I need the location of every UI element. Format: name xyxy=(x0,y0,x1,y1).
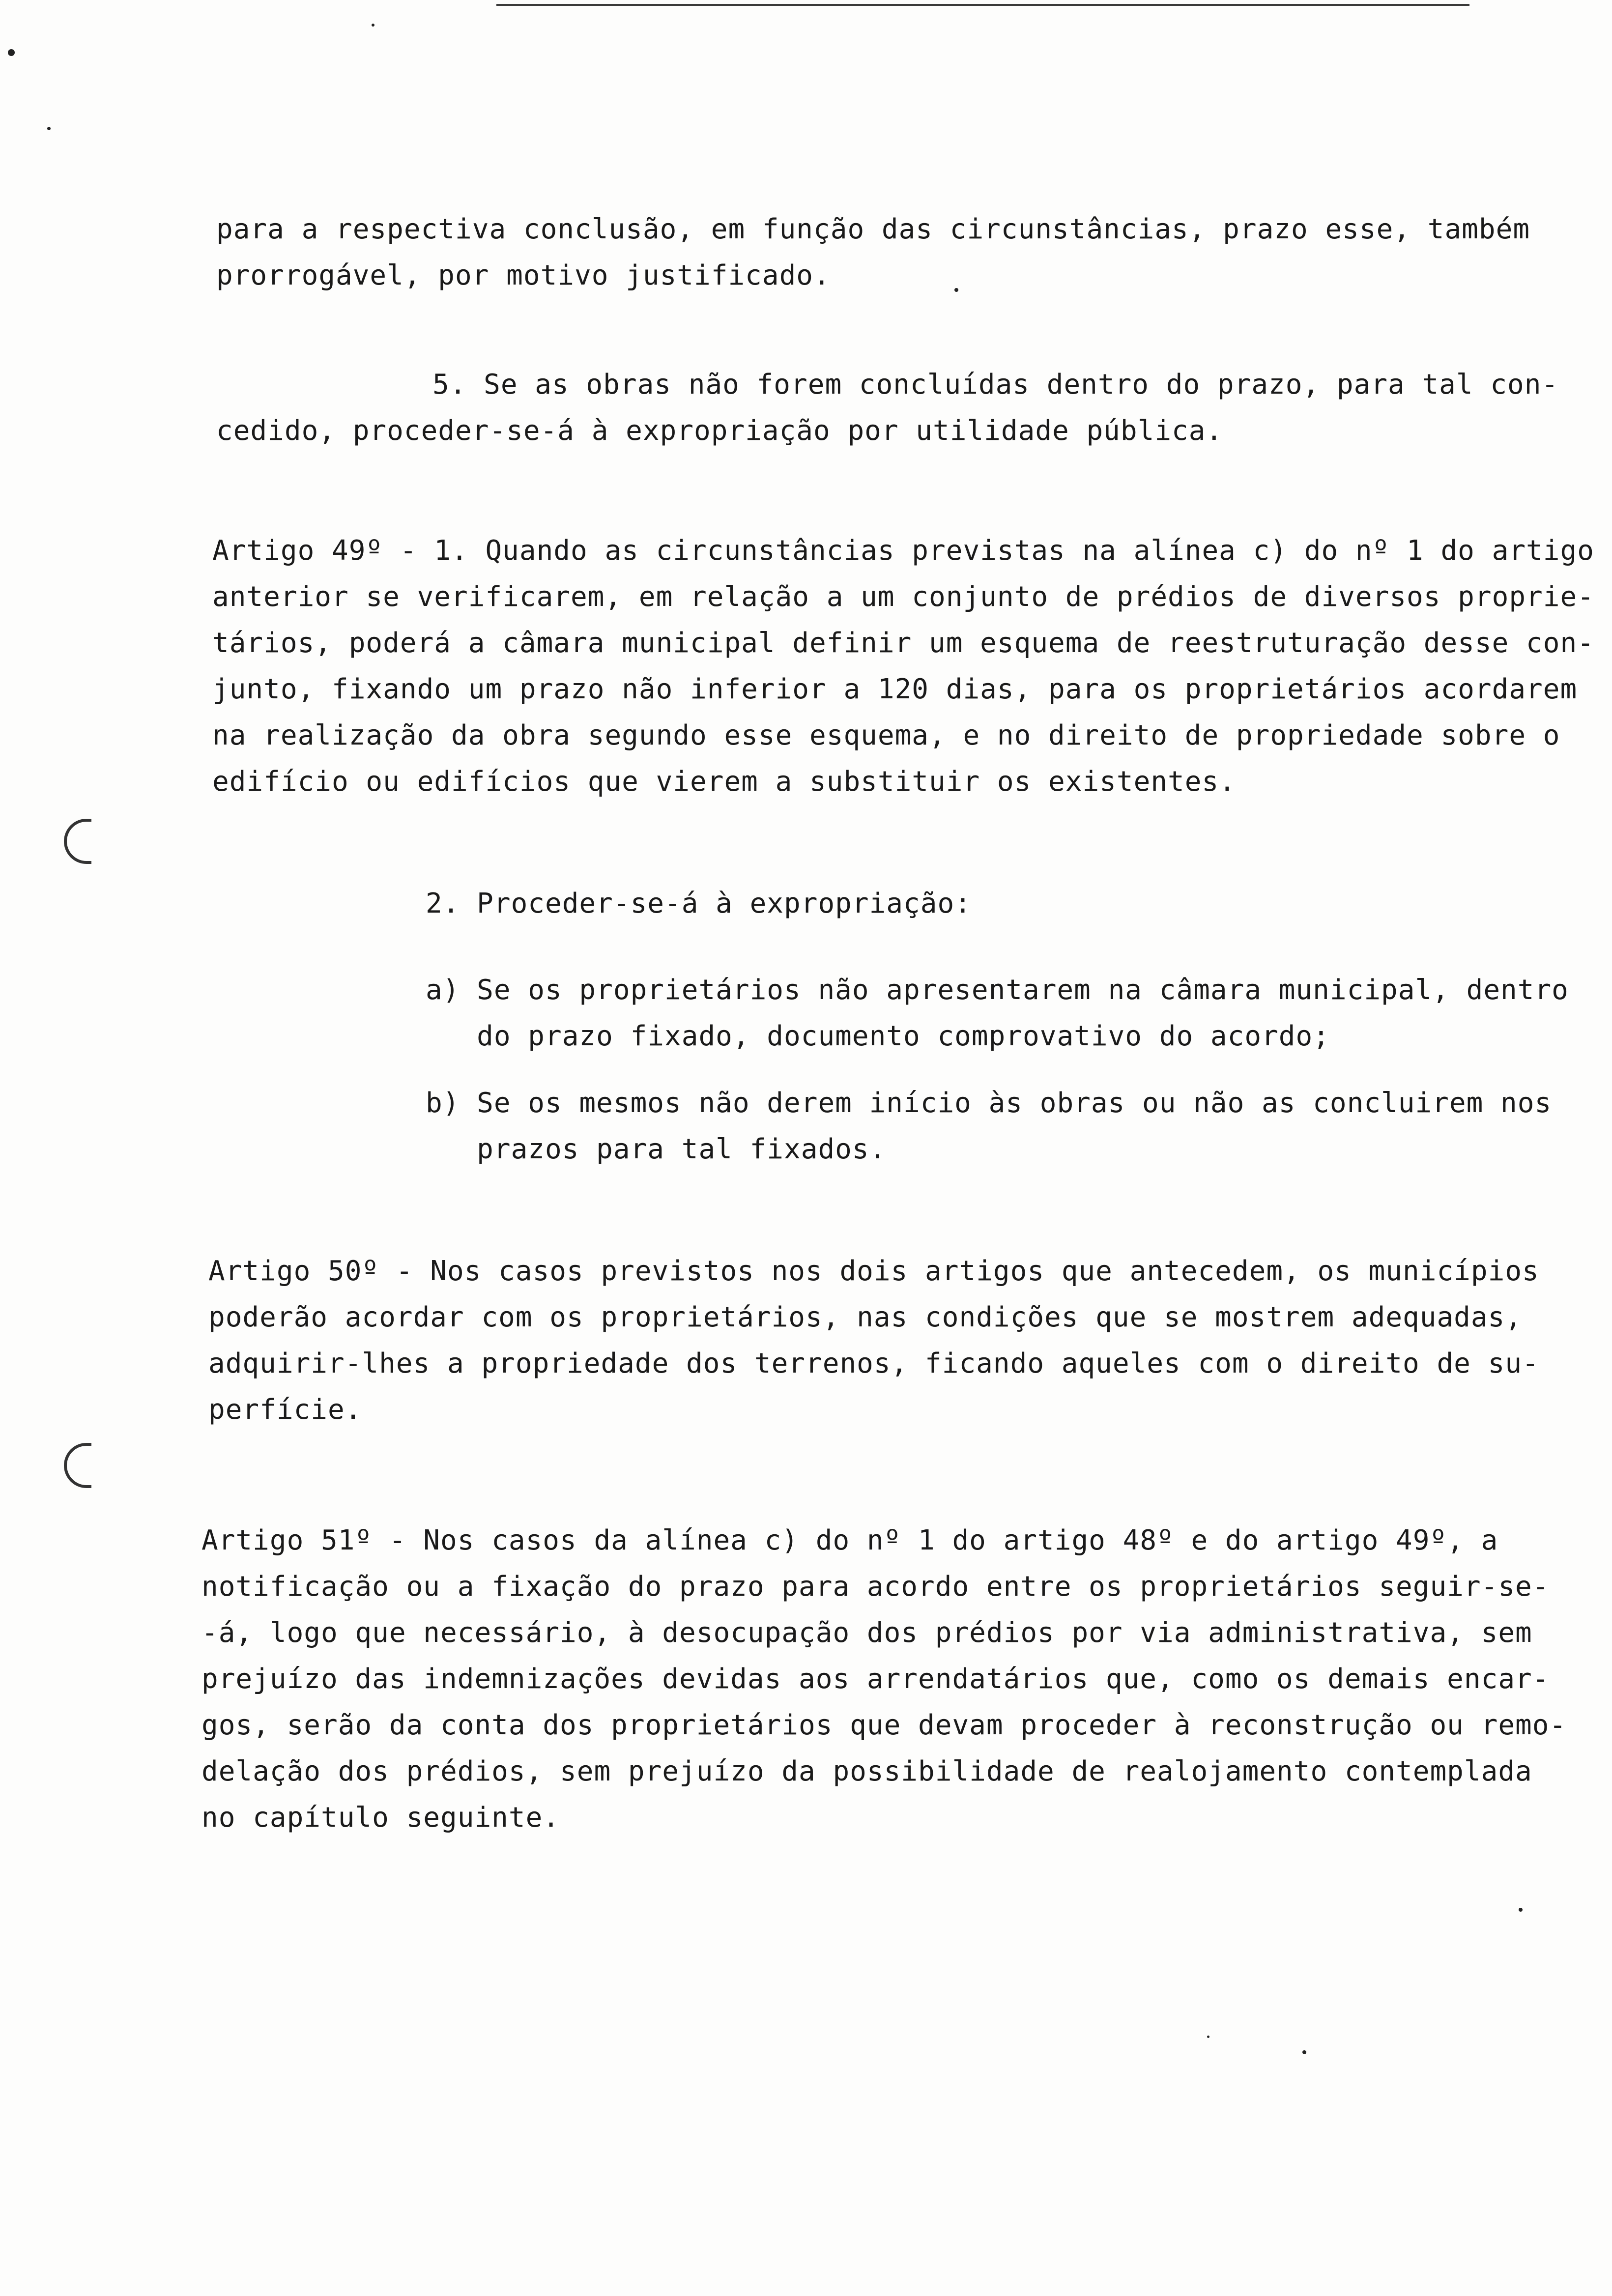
text-line: prazos para tal fixados. xyxy=(426,1133,887,1165)
scan-speck xyxy=(8,49,15,56)
text-line: do prazo fixado, documento comprovativo do acordo; xyxy=(426,1020,1330,1052)
paragraph-item-5 xyxy=(216,362,1558,454)
paragraph-artigo-50 xyxy=(208,1248,1539,1433)
paragraph-item-a xyxy=(426,967,1569,1060)
text-line: prorrogável, por motivo justificado. xyxy=(216,259,831,291)
top-rule xyxy=(496,4,1469,6)
text-line: na realização da obra segundo esse esquema, e no direito de propriedade sobre o xyxy=(212,719,1560,751)
text-line: perfície. xyxy=(208,1394,362,1426)
text-line: 5. Se as obras não forem concluídas dentro do prazo, para tal con- xyxy=(432,369,1559,401)
scan-speck xyxy=(372,24,374,27)
paragraph-item-2 xyxy=(426,881,972,927)
text-line: Artigo 50º - Nos casos previstos nos dois artigos que antecedem, os municípios xyxy=(208,1255,1539,1287)
text-line: gos, serão da conta dos proprietários que devam proceder à reconstrução ou remo- xyxy=(202,1709,1567,1741)
text-line: a) Se os proprietários não apresentarem na câmara municipal, dentro xyxy=(426,974,1569,1006)
text-line: Artigo 51º - Nos casos da alínea c) do nº 1 do artigo 48º e do artigo 49º, a xyxy=(202,1524,1498,1556)
text-line: delação dos prédios, sem prejuízo da possibilidade de realojamento contemplada xyxy=(202,1755,1532,1787)
text-line: poderão acordar com os proprietários, nas condições que se mostrem adequadas, xyxy=(208,1301,1523,1333)
paragraph-artigo-49 xyxy=(212,528,1594,805)
text-line: anterior se verificarem, em relação a um conjunto de prédios de diversos proprie- xyxy=(212,581,1594,613)
text-line: tários, poderá a câmara municipal definir um esquema de reestruturação desse con- xyxy=(212,627,1594,659)
scan-speck xyxy=(47,127,51,130)
text-line: Artigo 49º - 1. Quando as circunstâncias previstas na alínea c) do nº 1 do artigo xyxy=(212,535,1594,567)
text-line: edifício ou edifícios que vierem a substituir os existentes. xyxy=(212,766,1236,798)
punch-hole-mark xyxy=(64,1443,91,1488)
text-line: adquirir-lhes a propriedade dos terrenos, ficando aqueles com o direito de su- xyxy=(208,1348,1539,1379)
punch-hole-mark xyxy=(64,819,91,864)
paragraph-artigo-51 xyxy=(202,1518,1566,1841)
text-line: b) Se os mesmos não derem início às obras ou não as concluirem nos xyxy=(426,1087,1552,1119)
text-line: junto, fixando um prazo não inferior a 120 dias, para os proprietários acordarem xyxy=(212,673,1578,705)
scan-speck xyxy=(1519,1908,1523,1912)
text-line: para a respectiva conclusão, em função das circunstâncias, prazo esse, também xyxy=(216,213,1530,245)
scan-speck xyxy=(1207,2036,1209,2038)
scan-speck xyxy=(1302,2050,1306,2054)
text-line: -á, logo que necessário, à desocupação dos prédios por via administrativa, sem xyxy=(202,1617,1532,1649)
text-line: prejuízo das indemnizações devidas aos arrendatários que, como os demais encar- xyxy=(202,1663,1550,1695)
text-line: notificação ou a fixação do prazo para acordo entre os proprietários seguir-se- xyxy=(202,1571,1550,1603)
text-line: no capítulo seguinte. xyxy=(202,1802,560,1834)
paragraph-item-b xyxy=(426,1080,1552,1173)
paragraph-continuation xyxy=(216,206,1530,299)
text-line: 2. Proceder-se-á à expropriação: xyxy=(426,888,972,919)
text-line: cedido, proceder-se-á à expropriação por utilidade pública. xyxy=(216,415,1223,447)
